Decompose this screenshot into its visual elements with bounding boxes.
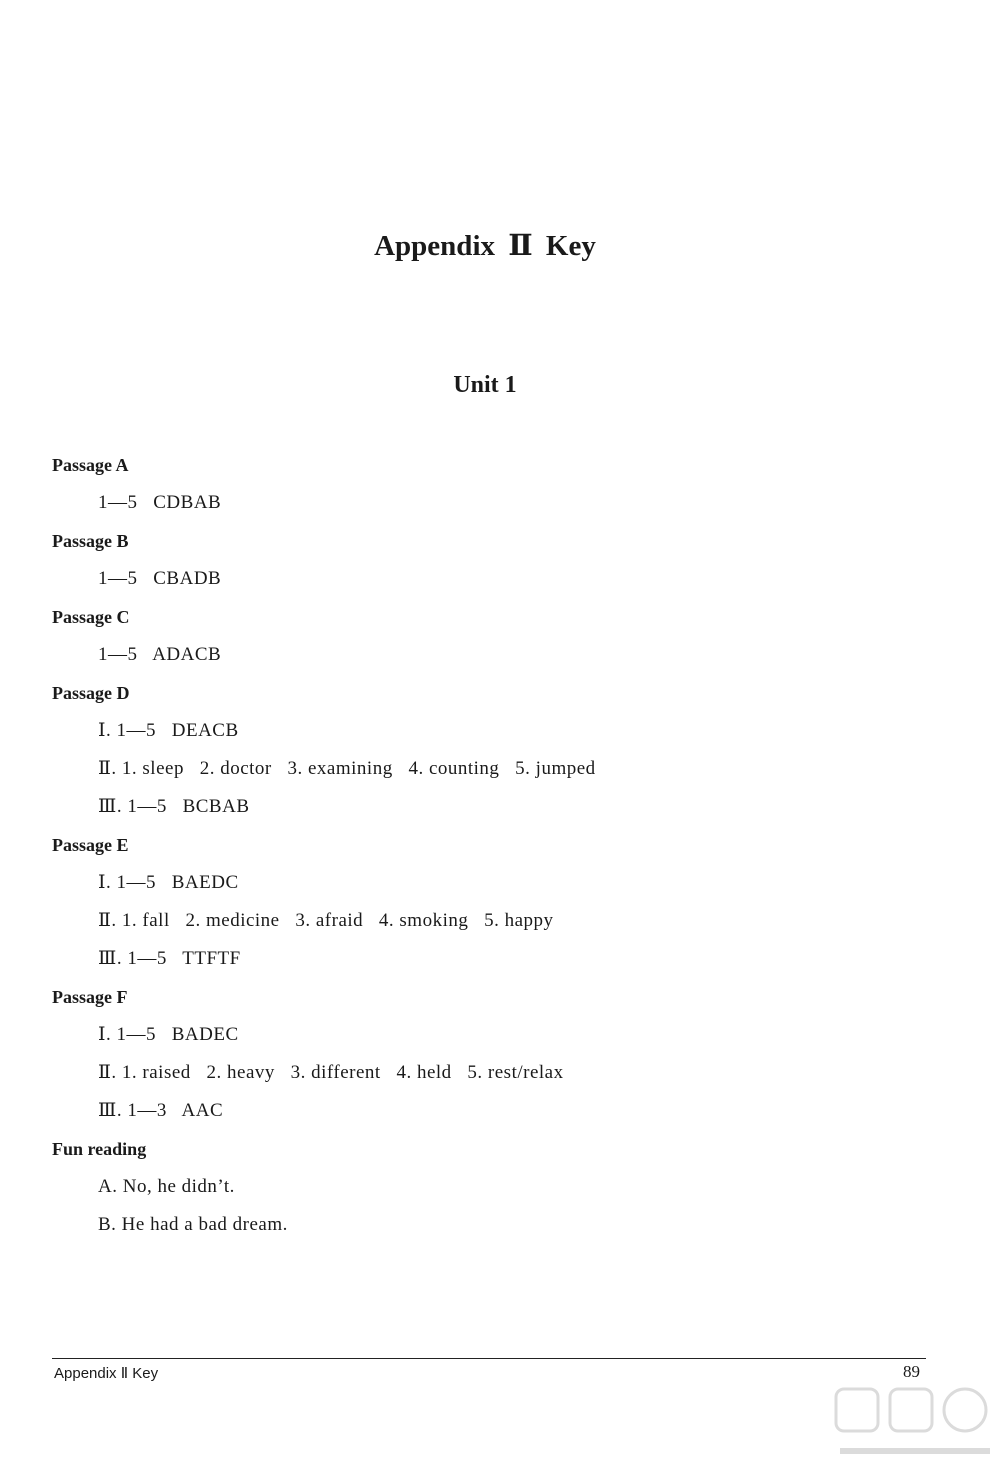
- answer-line: A. No, he didn’t.: [98, 1176, 235, 1197]
- answer-line: 1—5 ADACB: [98, 644, 222, 665]
- section-heading: Passage F: [52, 987, 128, 1007]
- answer-line: Ⅲ. 1—3 AAC: [98, 1100, 224, 1121]
- section-heading: Fun reading: [52, 1139, 147, 1159]
- section-heading: Passage E: [52, 835, 129, 855]
- answer-line: 1—5 CBADB: [98, 568, 222, 589]
- answer-line: Ⅰ. 1—5 BAEDC: [98, 872, 239, 893]
- page-number: 89: [903, 1362, 920, 1381]
- answer-line: Ⅲ. 1—5 BCBAB: [98, 796, 250, 817]
- section-heading: Passage A: [52, 455, 129, 475]
- answer-line: B. He had a bad dream.: [98, 1214, 288, 1235]
- answer-line: Ⅱ. 1. fall 2. medicine 3. afraid 4. smoking 5. happy: [98, 910, 554, 931]
- section-heading: Passage B: [52, 531, 129, 551]
- answer-line: Ⅱ. 1. sleep 2. doctor 3. examining 4. counting 5. jumped: [98, 758, 596, 779]
- answer-line: Ⅰ. 1—5 DEACB: [98, 720, 239, 741]
- section-heading: Passage C: [52, 607, 130, 627]
- answer-line: Ⅱ. 1. raised 2. heavy 3. different 4. held 5. rest/relax: [98, 1062, 564, 1083]
- section-heading: Passage D: [52, 683, 130, 703]
- answer-line: Ⅲ. 1—5 TTFTF: [98, 948, 241, 969]
- answer-line: 1—5 CDBAB: [98, 492, 222, 513]
- footer-divider: [52, 1358, 926, 1359]
- unit-title: Unit 1: [453, 372, 517, 398]
- watermark-logo: [830, 1385, 995, 1465]
- answer-line: Ⅰ. 1—5 BADEC: [98, 1024, 239, 1045]
- page-title: Appendix Ⅱ Key: [374, 230, 596, 262]
- running-footer: Appendix Ⅱ Key: [54, 1365, 159, 1382]
- answer-key-content: [52, 450, 932, 1248]
